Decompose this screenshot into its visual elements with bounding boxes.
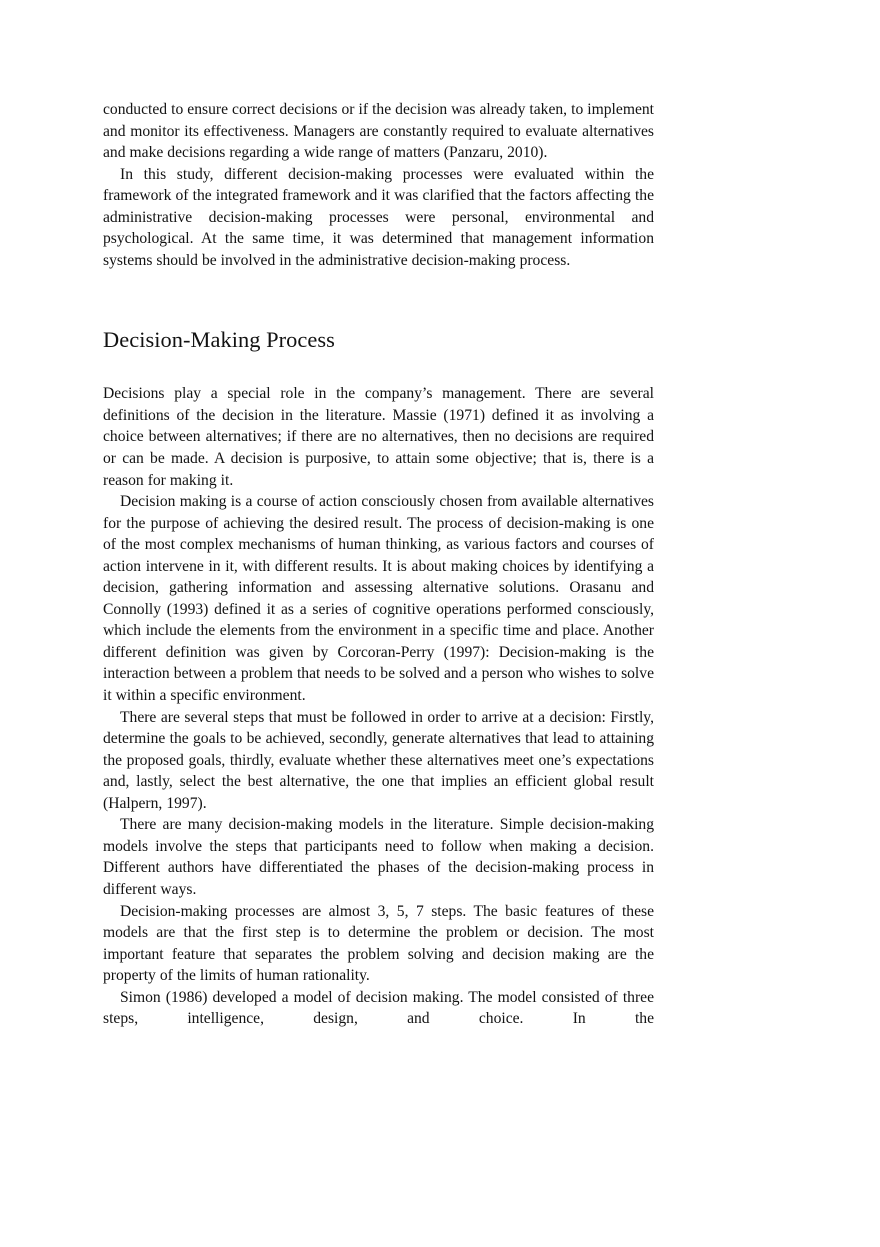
- text-column: [103, 99, 654, 1051]
- paragraph-several-steps: There are several steps that must be followed in order to arrive at a decision: Firstly, determine the goals to be achieved, secondly, generate alternatives that lead to attaining the proposed goals, thirdly, evaluate whether these alternatives meet one’s expectations and, lastly, select the best alternative, the one that implies an efficient global result (Halpern, 1997).: [103, 708, 654, 812]
- paragraph-in-this-study: In this study, different decision-making processes were evaluated within the framework of the integrated framework and it was clarified that the factors affecting the administrative decision-making processes were personal, environmental and psychological. At the same time, it was determined that management information systems should be involved in the administrative decision-making process.: [103, 165, 654, 269]
- paragraph-almost-steps: Decision-making processes are almost 3, 5, 7 steps. The basic features of these models are that the first step is to determine the problem or decision. The most important feature that separates the problem solving and decision making are the property of the limits of human rationality.: [103, 902, 654, 985]
- paragraph-continued: conducted to ensure correct decisions or if the decision was already taken, to implement and monitor its effectiveness. Managers are constantly required to evaluate alternatives and make decisions regarding a wide range of matters (Panzaru, 2010).: [103, 101, 654, 162]
- paragraph-decision-making-course: Decision making is a course of action consciously chosen from available alternatives for the purpose of achieving the desired result. The process of decision-making is one of the most complex mechanisms of human thinking, as various factors and courses of action intervene in it, with different results. It is about making choices by identifying a decision, gathering information and assessing alternative solutions. Orasanu and Connolly (1993) defined it as a series of cognitive operations performed consciously, which include the elements from the environment in a specific time and place. Another different definition was given by Corcoran-Perry (1997): Decision-making is the interaction between a problem that needs to be solved and a person who wishes to solve it within a specific environment.: [103, 493, 654, 705]
- section-heading-decision-making-process: Decision-Making Process: [103, 327, 335, 353]
- paragraph-decisions-play: Decisions play a special role in the company’s management. There are several definitions of the decision in the literature. Massie (1971) defined it as involving a choice between alternatives; if there are no alternatives, then no decisions are required or can be made. A decision is purposive, to attain some objective; that is, there is a reason for making it.: [103, 385, 654, 489]
- paragraph-simon-1986: Simon (1986) developed a model of decision making. The model consisted of three steps, intelligence, design, and choice. In the: [103, 988, 654, 1028]
- heading-spacer-above: [103, 271, 654, 327]
- heading-spacer-below: [103, 353, 654, 383]
- paragraph-many-models: There are many decision-making models in the literature. Simple decision-making models involve the steps that participants need to follow when making a decision. Different authors have differentiated the phases of the decision-making process in different ways.: [103, 816, 654, 898]
